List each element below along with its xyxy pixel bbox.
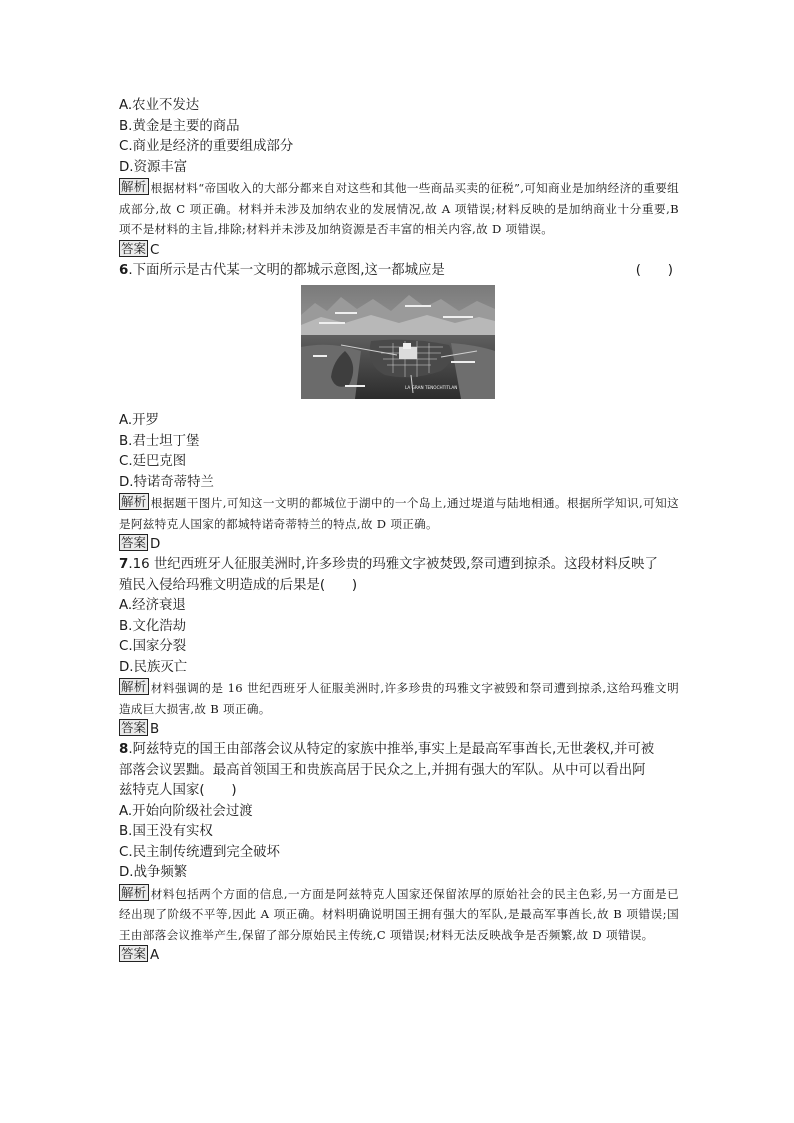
q7-option-a[interactable]: A.经济衰退: [119, 598, 186, 613]
q7-stem: [119, 555, 679, 596]
q6-number: 6: [119, 262, 129, 278]
q6-option-c[interactable]: C.廷巴克图: [119, 454, 187, 469]
q7-number: 7: [119, 557, 129, 572]
q5-explanation-text: 根据材料“帝国收入的大部分都来自对这些和其他一些商品买卖的征税”,可知商业是加纳经济的重要组成部分,故 C 项正确。材料并未涉及加纳农业的发展情况,故 A 项错误;材料反映的是加纳商业十分重要,B 项不是材料的主旨,排除;材料并未涉及加纳资源是否丰富的相关内容,故 D 项错误。: [119, 181, 679, 236]
q8-stem-line3: 兹特克人国家( ): [119, 783, 237, 798]
q8-option-d[interactable]: D.战争频繁: [119, 865, 188, 880]
q8-stem: [119, 740, 679, 802]
q7-stem-line2: 殖民入侵给玛雅文明造成的后果是( ): [119, 577, 358, 593]
q6-answer: [119, 534, 679, 555]
figure-caption: LA GRAN TENOCHTITLAN: [405, 385, 458, 390]
explain-tag: 解析: [121, 679, 147, 694]
q5-option-c[interactable]: C.商业是经济的重要组成部分: [119, 139, 294, 154]
q7-stem-line1: .16 世纪西班牙人征服美洲时,许多珍贵的玛雅文字被焚毁,祭司遭到掠杀。这段材料反映了: [128, 557, 658, 572]
q5-option-d[interactable]: D.资源丰富: [119, 159, 188, 175]
answer-tag: 答案: [121, 946, 147, 961]
explain-tag: 解析: [121, 884, 147, 900]
q7-option-d[interactable]: D.民族灭亡: [119, 659, 188, 675]
q7-options: [119, 596, 679, 678]
q6-figure-wrap: [119, 285, 679, 405]
q5-answer-value: C: [150, 242, 160, 258]
q5-option-b[interactable]: B.黄金是主要的商品: [119, 118, 240, 134]
q6-answer-value: D: [150, 537, 161, 552]
q8-option-b[interactable]: B.国王没有实权: [119, 824, 213, 839]
q5-options: [119, 96, 679, 178]
q8-stem-line2: 部落会议罢黜。最高首领国王和贵族高居于民众之上,并拥有强大的军队。从中可以看出阿: [119, 762, 646, 778]
q6-option-b[interactable]: B.君士坦丁堡: [119, 433, 200, 449]
q6-stem-text: .下面所示是古代某一文明的都城示意图,这一都城应是: [128, 262, 445, 278]
answer-tag: 答案: [121, 240, 147, 256]
q8-number: 8: [119, 742, 129, 757]
q7-answer-value: B: [150, 722, 160, 737]
q7-option-b[interactable]: B.文化浩劫: [119, 618, 187, 634]
q8-option-a[interactable]: A.开始向阶级社会过渡: [119, 803, 253, 819]
q8-options: [119, 802, 679, 884]
q8-stem-line1: .阿兹特克的国王由部落会议从特定的家族中推举,事实上是最高军事酋长,无世袭权,并可被: [128, 742, 655, 757]
q8-answer-value: A: [150, 948, 160, 963]
q5-answer: [119, 240, 679, 261]
q5-explanation: [119, 178, 679, 240]
q8-explanation-text: 材料包括两个方面的信息,一方面是阿兹特克人国家还保留浓厚的原始社会的民主色彩,另一方面是已经出现了阶级不平等,因此 A 项正确。材料明确说明国王拥有强大的军队,是最高军事酋长,故 B 项错误;国王由部落会议推举产生,保留了部分原始民主传统,C 项错误;材料无法反映战争是否频繁,故 D 项错误。: [119, 886, 679, 942]
q7-explanation: [119, 678, 679, 719]
q6-option-a[interactable]: A.开罗: [119, 413, 159, 428]
q7-answer: [119, 719, 679, 740]
q6-option-d[interactable]: D.特诺奇蒂特兰: [119, 474, 214, 490]
exam-page: [119, 96, 679, 966]
q8-option-c[interactable]: C.民主制传统遭到完全破坏: [119, 844, 280, 860]
answer-tag: 答案: [121, 535, 147, 550]
q6-options: [119, 411, 679, 493]
q6-explanation-text: 根据题干图片,可知这一文明的都城位于湖中的一个岛上,通过堤道与陆地相通。根据所学知识,可知这是阿兹特克人国家的都城特诺奇蒂特兰的特点,故 D 项正确。: [119, 496, 679, 531]
explain-tag: 解析: [121, 179, 147, 194]
q7-explanation-text: 材料强调的是 16 世纪西班牙人征服美洲时,许多珍贵的玛雅文字被毁和祭司遭到掠杀,这给玛雅文明造成巨大损害,故 B 项正确。: [119, 681, 679, 716]
q6-stem: [119, 261, 679, 282]
answer-tag: 答案: [121, 720, 147, 735]
tenochtitlan-map-image: [301, 285, 495, 399]
explain-tag: 解析: [121, 494, 147, 509]
q8-explanation: [119, 884, 679, 946]
q7-option-c[interactable]: C.国家分裂: [119, 639, 187, 654]
q6-explanation: [119, 493, 679, 534]
q8-answer: [119, 945, 679, 966]
q5-option-a[interactable]: A.农业不发达: [119, 98, 200, 113]
q6-answer-paren: ( ): [635, 262, 673, 278]
